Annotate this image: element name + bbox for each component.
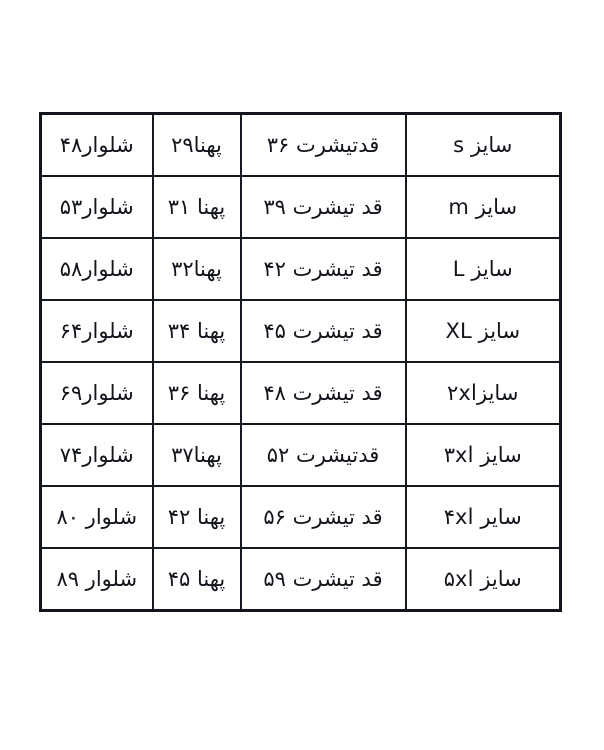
cell-size: سایز XL xyxy=(406,300,561,362)
table-row xyxy=(41,300,561,362)
table-row xyxy=(41,548,561,611)
cell-shirt-length: قد تیشرت ۳۹ xyxy=(241,176,406,238)
cell-pants: شلوار۵۳ xyxy=(41,176,153,238)
table-row xyxy=(41,424,561,486)
cell-shirt-length: قد تیشرت ۴۸ xyxy=(241,362,406,424)
cell-size: سایر ۴xl xyxy=(406,486,561,548)
size-table-container xyxy=(42,112,562,612)
cell-pants: شلوار۵۸ xyxy=(41,238,153,300)
cell-shirt-length: قدتیشرت ۳۶ xyxy=(241,114,406,177)
size-table xyxy=(39,112,562,612)
cell-shirt-length: قد تیشرت ۵۹ xyxy=(241,548,406,611)
cell-width: پهنا ۴۲ xyxy=(153,486,241,548)
cell-size: سایز ۵xl xyxy=(406,548,561,611)
cell-size: سایز ۳xl xyxy=(406,424,561,486)
cell-pants: شلوار ۸۰ xyxy=(41,486,153,548)
table-row xyxy=(41,238,561,300)
cell-size: سایز L xyxy=(406,238,561,300)
cell-shirt-length: قد تیشرت ۴۲ xyxy=(241,238,406,300)
cell-pants: شلوار۶۹ xyxy=(41,362,153,424)
cell-size: سایز m xyxy=(406,176,561,238)
cell-size: سایز s xyxy=(406,114,561,177)
cell-pants: شلوار۴۸ xyxy=(41,114,153,177)
cell-width: پهنا۳۷ xyxy=(153,424,241,486)
size-table-body xyxy=(41,114,561,611)
cell-pants: شلوار ۸۹ xyxy=(41,548,153,611)
cell-width: پهنا۲۹ xyxy=(153,114,241,177)
table-row xyxy=(41,176,561,238)
cell-pants: شلوار۷۴ xyxy=(41,424,153,486)
cell-width: پهنا ۳۶ xyxy=(153,362,241,424)
cell-shirt-length: قد تیشرت ۵۶ xyxy=(241,486,406,548)
table-row xyxy=(41,362,561,424)
cell-width: پهنا ۴۵ xyxy=(153,548,241,611)
table-row xyxy=(41,114,561,177)
cell-size: سایز۲xl xyxy=(406,362,561,424)
cell-shirt-length: قد تیشرت ۴۵ xyxy=(241,300,406,362)
cell-pants: شلوار۶۴ xyxy=(41,300,153,362)
table-row xyxy=(41,486,561,548)
cell-width: پهنا ۳۱ xyxy=(153,176,241,238)
cell-width: پهنا ۳۴ xyxy=(153,300,241,362)
cell-width: پهنا۳۲ xyxy=(153,238,241,300)
cell-shirt-length: قدتیشرت ۵۲ xyxy=(241,424,406,486)
